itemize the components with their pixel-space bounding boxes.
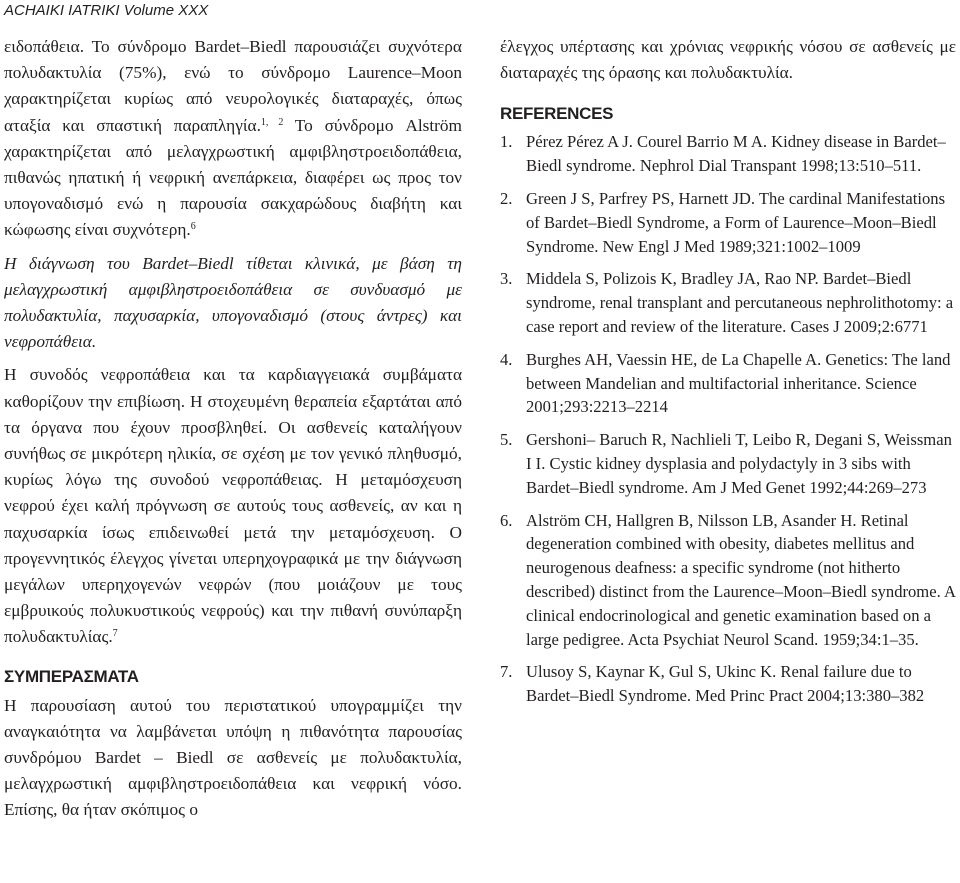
paragraph-text: Η συνοδός νεφροπάθεια και τα καρδιαγγειακά συμβάματα καθορίζουν την επιβίωση. Η στοχευμένη θεραπεία εξαρτάται από τα όργανα που έχουν προσβληθεί. Οι ασθενείς καταλήγουν συνήθως σε μικρότερη ηλικία, σε σχέση με τον γενικό πληθυσμό, κυρίως λόγω της συνοδού νεφροπάθειας. Η μεταμόσχευση νεφρού έχει καλή πρόγνωση σε αυτούς τους ασθενείς, αν και η παχυσαρκία ίσως επιδεινωθεί μετά την μεταμόσχευση. Ο προγεννητικός έλεγχος γίνεται υπερηχογραφικά με την διάγνωση μεγάλων υπερηχογενών νεφρών (που μοιάζουν με τους εμβρυικούς πολυκυστικούς νεφρούς) και την πιθανή συνύπαρξη πολυδακτυλίας.: [4, 365, 462, 647]
paragraph-prognosis: [4, 362, 462, 650]
left-column: [4, 34, 462, 824]
paragraph-continuation: έλεγχος υπέρτασης και χρόνιας νεφρικής νόσου σε ασθενείς με διαταραχές της όρασης και πολυδακτυλία.: [500, 37, 956, 83]
references-list: [500, 130, 956, 708]
reference-item: [500, 348, 956, 419]
reference-number: 5.: [500, 430, 513, 450]
reference-number: 2.: [500, 189, 513, 208]
citation-superscript: 7: [112, 628, 118, 640]
reference-item: [500, 130, 956, 178]
reference-number: 4.: [500, 349, 513, 369]
paragraph-diagnosis: Η διάγνωση του Bardet–Biedl τίθεται κλινικά, με βάση τη μελαγχρωστική αμφιβληστροειδοπάθεια σε συνδυασμό με πολυδακτυλία, παχυσαρκία, υπογοναδισμό (στους άντρες) και νεφροπάθεια.: [4, 253, 462, 352]
reference-text: Ulusoy S, Kaynar K, Gul S, Ukinc K. Renal failure due to Bardet–Biedl Syndrome. Med Princ Pract 2004;13:380–382: [526, 662, 925, 706]
paragraph-text: ειδοπάθεια. Το σύνδρομο Bardet–Biedl παρουσιάζει συχνότερα πολυδακτυλία (75%), ενώ το σύνδρομο Laurence–Moon χαρακτηρίζεται κυρίως από νευρολογικές διαταραχές, όπως αταξία και σπαστική παραπληγία.: [4, 37, 462, 135]
reference-item: [500, 187, 956, 258]
paragraph-text: Το σύνδρομο Alström χαρακτηρίζεται από μελαγχρωστική αμφιβληστροειδοπάθεια, πιθανώς ηπατική ή νεφρική ανεπάρκεια, διαφέρει ως προς τον υπογοναδισμό ενώ η παρουσία σακχαρώδους διαβήτη και κώφωσης είναι συχνότερη.: [4, 115, 462, 240]
reference-text: Pérez Pérez A J. Courel Barrio M A. Kidney disease in Bardet–Biedl syndrome. Nephrol Dial Transpant 1998;13:510–511.: [526, 132, 946, 176]
reference-text: Alström CH, Hallgren B, Nilsson LB, Asander H. Retinal degeneration combined with obesity, diabetes mellitus and neurogenous deafness: a specific syndrome (not hitherto described) distinct from the Laurence–Moon–Biedl syndrome. A clinical endocrinological and genetic examination based on a large pedigree. Acta Psychiat Neurol Scand. 1959;34:1–35.: [526, 510, 956, 649]
reference-text: Green J S, Parfrey PS, Harnett JD. The cardinal Manifestations of Bardet–Biedl Syndrome, a Form of Laurence–Moon–Biedl Syndrome. New Engl J Med 1989;321:1002–1009: [526, 189, 946, 256]
reference-number: 1.: [500, 132, 513, 152]
reference-text: Gershoni– Baruch R, Nachlieli T, Leibo R, Degani S, Weissman I I. Cystic kidney dysplasia and polydactyly in 3 sibs with Bardet–Biedl syndrome. Am J Med Genet 1992;44:269–273: [526, 430, 952, 497]
citation-superscript: 6: [190, 221, 196, 233]
reference-item: [500, 509, 956, 652]
reference-text: Middela S, Polizois K, Bradley JA, Rao NP. Bardet–Biedl syndrome, renal transplant and percutaneous nephrolithotomy: a case report and review of the literature. Cases J 2009;2:6771: [526, 269, 954, 336]
right-column: [500, 34, 956, 717]
paragraph-conclusions: Η παρουσίαση αυτού του περιστατικού υπογραμμίζει την αναγκαιότητα να λαμβάνεται υπόψη η πιθανότητα παρουσίας συνδρόμου Bardet – Biedl σε ασθενείς με πολυδακτυλία, μελαγχρωστική αμφιβληστροειδοπάθεια και νεφρική νόσο. Επίσης, θα ήταν σκόπιμος ο: [4, 695, 462, 820]
reference-number: 6.: [500, 510, 513, 530]
paragraph-syndrome-comparison: [4, 34, 462, 244]
reference-item: [500, 428, 956, 499]
journal-header: ACHAIKI IATRIKI Volume XXX: [4, 2, 209, 19]
citation-superscript: 1, 2: [260, 116, 284, 128]
references-heading: REFERENCES: [500, 104, 614, 124]
reference-item: [500, 660, 956, 708]
conclusions-heading: ΣΥΜΠΕΡΑΣΜΑΤΑ: [4, 666, 139, 686]
reference-number: 7.: [500, 662, 513, 682]
reference-number: 3.: [500, 269, 513, 289]
reference-text: Burghes AH, Vaessin HE, de La Chapelle A. Genetics: The land between Mandelian and multifactorial inheritance. Science 2001;293:2213–2214: [526, 349, 951, 417]
reference-item: [500, 267, 956, 338]
